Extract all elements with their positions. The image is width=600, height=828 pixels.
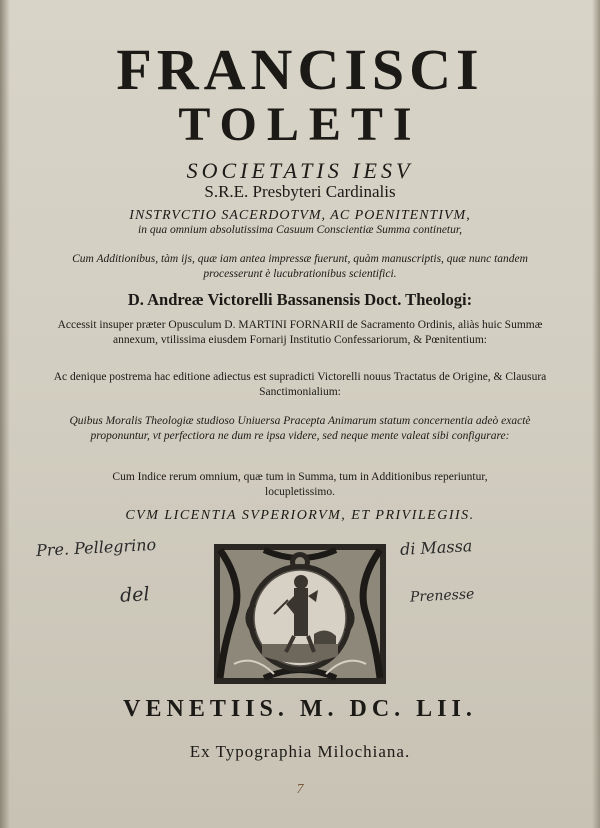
author-first-name: FRANCISCI xyxy=(116,37,484,102)
quibus-paragraph: Quibus Moralis Theologiæ studioso Uniuersa Pracepta Animarum statum concernentia adeò exactè proponuntur, vt perfectiora ne dum re ipsa videre, sed neque mente valeat sibi configurare: xyxy=(69,415,531,442)
index-paragraph: Cum Indice rerum omnium, quæ tum in Summa, tum in Additionibus reperiuntur, locupletissimo. xyxy=(112,471,488,498)
work-subtitle: in qua omnium absolutissima Casuum Conscientiæ Summa continetur, xyxy=(138,224,462,236)
printer-line: Ex Typographia Milochiana. xyxy=(189,742,411,761)
license-line: CVM LICENTIA SVPERIORVM, ET PRIVILEGIIS. xyxy=(125,508,475,523)
additions-paragraph: Cum Additionibus, tàm ijs, quæ iam antea impressæ fuerunt, quàm manuscriptis, quæ nunc tandem processerunt è lucubrationibus scientifici. xyxy=(72,253,528,280)
work-title: INSTRVCTIO SACERDOTVM, AC POENITENTIVM, xyxy=(129,208,471,223)
printers-device-woodcut xyxy=(214,544,386,684)
order-line: SOCIETATIS IESV xyxy=(186,158,414,183)
handwritten-del: del xyxy=(119,583,151,607)
handwritten-name-left: Pre. Pellegrino xyxy=(35,534,157,561)
denique-paragraph: Ac denique postrema hac editione adiectus est supradicti Victorelli nouus Tractatus de Origine, & Clausura Sanctimonialium: xyxy=(53,371,547,398)
pencil-page-number: 7 xyxy=(296,782,304,797)
handwritten-name-right: di Massa xyxy=(399,536,473,559)
editor-line: D. Andreæ Victorelli Bassanensis Doct. Theologi: xyxy=(127,290,473,309)
rank-line: S.R.E. Presbyteri Cardinalis xyxy=(204,182,396,201)
author-surname: TOLETI xyxy=(178,98,422,151)
imprint-place-date: VENETIIS. M. DC. LII. xyxy=(123,696,477,722)
accessit-paragraph: Accessit insuper præter Opusculum D. MARTINI FORNARII de Sacramento Ordinis, aliàs huic Summæ annexum, vtilissima eiusdem Fornarij Institutio Confessariorum, & Pœnitentium: xyxy=(57,319,543,346)
handwritten-place: Prenesse xyxy=(409,586,475,606)
